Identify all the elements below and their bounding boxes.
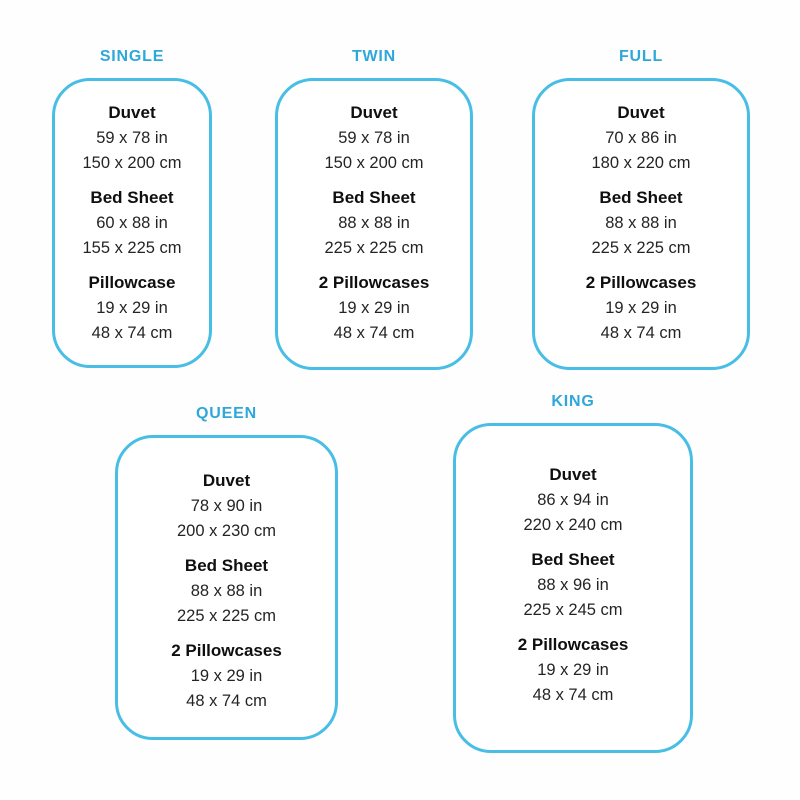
spec-heading: 2 Pillowcases <box>318 273 430 292</box>
spec-heading: Bed Sheet <box>90 188 174 207</box>
spec-section-bed-sheet <box>55 185 209 261</box>
spec-cm: 180 x 220 cm <box>591 154 691 172</box>
spec-heading: 2 Pillowcases <box>171 641 282 660</box>
size-card-king <box>453 389 693 753</box>
spec-section-pillowcases <box>118 638 335 714</box>
spec-cm: 48 x 74 cm <box>333 324 415 342</box>
spec-inches: 70 x 86 in <box>605 129 677 147</box>
spec-section-bed-sheet <box>278 185 470 261</box>
spec-inches: 19 x 29 in <box>190 667 263 685</box>
size-card-twin <box>275 44 473 370</box>
spec-inches: 59 x 78 in <box>338 129 410 147</box>
spec-section-duvet <box>278 100 470 176</box>
spec-heading: Bed Sheet <box>332 188 416 207</box>
card-title: FULL <box>618 48 664 65</box>
card-box <box>532 78 750 370</box>
spec-section-pillowcase <box>55 270 209 346</box>
spec-heading: Bed Sheet <box>531 550 615 569</box>
spec-section-pillowcases <box>278 270 470 346</box>
spec-section-duvet <box>118 468 335 544</box>
spec-inches: 88 x 88 in <box>338 214 410 232</box>
spec-heading: Duvet <box>350 103 398 122</box>
spec-heading: 2 Pillowcases <box>517 635 629 654</box>
spec-heading: Duvet <box>549 465 597 484</box>
spec-inches: 19 x 29 in <box>96 299 168 317</box>
spec-cm: 150 x 200 cm <box>82 154 182 172</box>
spec-inches: 59 x 78 in <box>96 129 168 147</box>
spec-section-duvet <box>535 100 747 176</box>
spec-heading: Duvet <box>617 103 665 122</box>
spec-cm: 225 x 225 cm <box>176 607 277 625</box>
spec-cm: 48 x 74 cm <box>600 324 682 342</box>
spec-cm: 150 x 200 cm <box>324 154 424 172</box>
spec-heading: Duvet <box>108 103 156 122</box>
spec-inches: 88 x 88 in <box>190 582 263 600</box>
card-box <box>453 423 693 753</box>
card-title: SINGLE <box>99 48 165 65</box>
spec-cm: 48 x 74 cm <box>91 324 173 342</box>
spec-cm: 225 x 225 cm <box>591 239 691 257</box>
spec-inches: 19 x 29 in <box>537 661 609 679</box>
spec-cm: 200 x 230 cm <box>176 522 277 540</box>
spec-cm: 225 x 245 cm <box>523 601 623 619</box>
card-title: TWIN <box>351 48 397 65</box>
spec-section-duvet <box>55 100 209 176</box>
spec-section-pillowcases <box>456 632 690 708</box>
size-card-full <box>532 44 750 370</box>
spec-heading: Bed Sheet <box>599 188 683 207</box>
spec-cm: 48 x 74 cm <box>186 692 267 710</box>
size-card-single <box>52 44 212 368</box>
spec-inches: 60 x 88 in <box>96 214 168 232</box>
spec-section-bed-sheet <box>118 553 335 629</box>
spec-heading: Duvet <box>202 471 251 490</box>
spec-cm: 48 x 74 cm <box>532 686 614 704</box>
spec-inches: 86 x 94 in <box>537 491 609 509</box>
card-title: QUEEN <box>196 405 257 422</box>
spec-heading: Pillowcase <box>88 273 176 292</box>
card-box <box>115 435 338 740</box>
spec-section-pillowcases <box>535 270 747 346</box>
spec-inches: 78 x 90 in <box>190 497 263 515</box>
spec-cm: 155 x 225 cm <box>82 239 182 257</box>
card-box <box>52 78 212 368</box>
spec-cm: 220 x 240 cm <box>523 516 623 534</box>
spec-section-bed-sheet <box>456 547 690 623</box>
spec-section-duvet <box>456 462 690 538</box>
spec-inches: 19 x 29 in <box>605 299 677 317</box>
spec-heading: 2 Pillowcases <box>585 273 697 292</box>
spec-section-bed-sheet <box>535 185 747 261</box>
size-card-queen <box>115 401 338 740</box>
card-title: KING <box>551 393 595 410</box>
spec-inches: 88 x 88 in <box>605 214 677 232</box>
spec-inches: 19 x 29 in <box>338 299 410 317</box>
spec-cm: 225 x 225 cm <box>324 239 424 257</box>
spec-heading: Bed Sheet <box>184 556 269 575</box>
card-box <box>275 78 473 370</box>
spec-inches: 88 x 96 in <box>537 576 609 594</box>
